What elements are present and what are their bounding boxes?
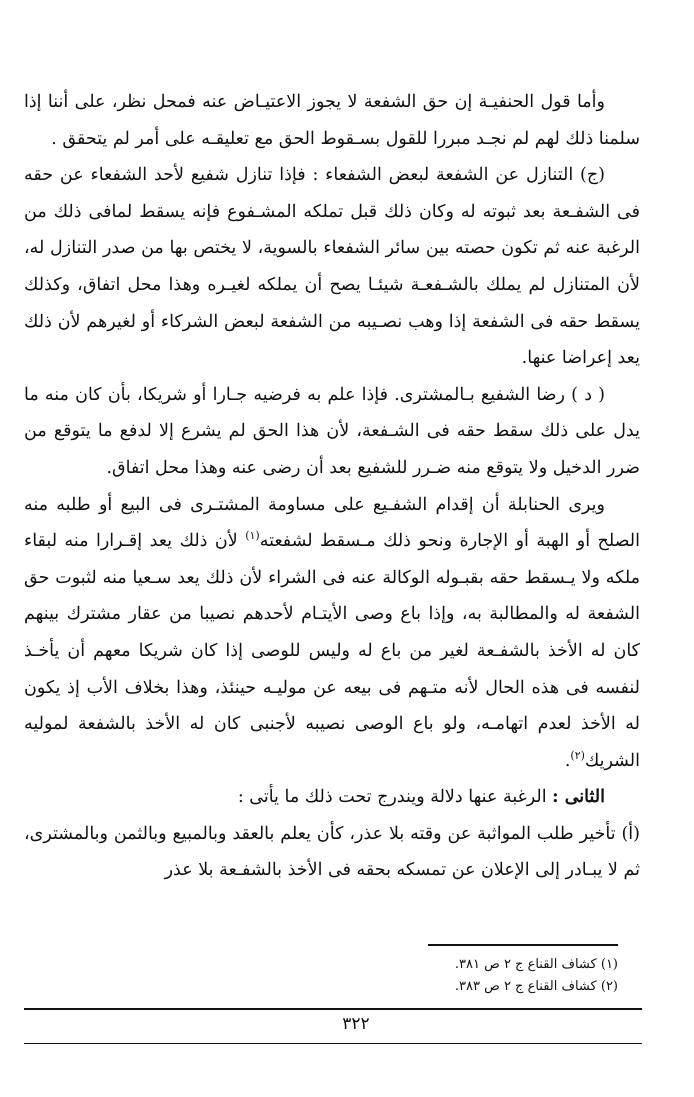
paragraph-hanbali-opinion: ويرى الحنابلة أن إقدام الشفـيع على مساومة المشتـرى فى البيع أو طلبه منه الصلح أو الهبة أو الإجارة ونحو ذلك مـسقط لشفعته$^{(١)}$ لأن ذلك يعد إقـرارا منه لبقاء ملكه ولا يـسقط حقه بقبـوله الوكالة عنه فى الشراء لأن ذلك يعد سـعيا منه لثبوت حق الشفعة له والمطالبة به، وإذا باع وصى الأيتـام لأحدهم نصيبا من عقار مشترك بينهم كان له الأخذ بالشفـعة لغير من باع له وليس للوصى إذا كان شريكا معهم أن يأخـذ لنفسه فى هذه الحال لأنه متـهم فى بيعه عن موليـه حينئذ، وهذا بخلاف الأب إذ يكون له الأخذ لعدم اتهامـه، ولو باع الوصى نصيبه لأجنبى كان له الأخذ بالشفعة لموليه الشريك$^{(٢)}$. (24, 494, 640, 771)
body-text (24, 84, 640, 889)
page-number: ٣٢٢ (342, 1014, 370, 1034)
page-bottom-rule-bottom (24, 1043, 642, 1044)
footnote-ref-1[interactable]: (١) (245, 529, 260, 543)
footnote-2: (٢) كشاف القناع ج ٢ ص ٣٨٣. (454, 979, 618, 994)
footnote-1: (١) كشاف القناع ج ٢ ص ٣٨١. (454, 957, 618, 972)
paragraph-second-section: الثانى : الرغبة عنها دلالة ويندرج تحت ذلك ما يأتى : (237, 787, 605, 808)
footnotes (318, 954, 618, 998)
page-bottom-rule-top (24, 1008, 642, 1010)
paragraph-delay-of-claim: (أ) تأخير طلب المواثبة عن وقته بلا عذر، كأن يعلم بالعقد وبالمبيع وبالثمن وبالمشترى، ثم لا يبـادر إلى الإعلان عن تمسكه بحقه فى الأخذ بالشفـعة بلا عذر (24, 823, 640, 881)
section-heading: الثانى : (552, 787, 605, 808)
paragraph-hanafi-opinion: وأما قول الحنفيـة إن حق الشفعة لا يجوز الاعتيـاض عنه فمحل نظر، على أننا إذا سلمنا ذلك لهم لم نجـد مبررا للقول بسـقوط الحق مع تعليقـه على أمر لم يتحقق . (24, 92, 640, 149)
paragraph-waiver-to-some-preemptors: (ج) التنازل عن الشفعة لبعض الشفعاء : فإذا تنازل شفيع لأحد الشفعاء عن حقه فى الشفـعة بعد ثبوته له وكان ذلك قبل تملكه المشـفوع فإنه يسقط لمافى ذلك من الرغبة عنه ثم تكون حصته بين سائر الشفعاء بالسوية، لا يختص بها من صدر التنازل له، لأن المتنازل لم يملك بالشـفعـة شيئـا يصح أن يملكه لغيـره وهذا محل اتفاق، وكذلك يسقط حقه فى الشفعة إذا وهب نصـيبه من الشفعة لبعض الشركاء أو لغيرهم لأن ذلك يعد إعراضا عنها. (24, 165, 640, 369)
paragraph-consent-to-buyer: ( د ) رضا الشفيع بـالمشترى. فإذا علم به فرضيه جـارا أو شريكا، بأن كان منه ما يدل على ذلك سقط حقه فى الشـفعة، لأن هذا الحق لم يشرع إلا لدفع ما يتوقع من ضرر الدخيل ولا يتوقع منه ضـرر للشفيع بعد أن رضى عنه وهذا محل اتفاق. (24, 384, 640, 478)
footnote-ref-2[interactable]: (٢) (570, 748, 585, 762)
footnote-separator (428, 944, 618, 946)
